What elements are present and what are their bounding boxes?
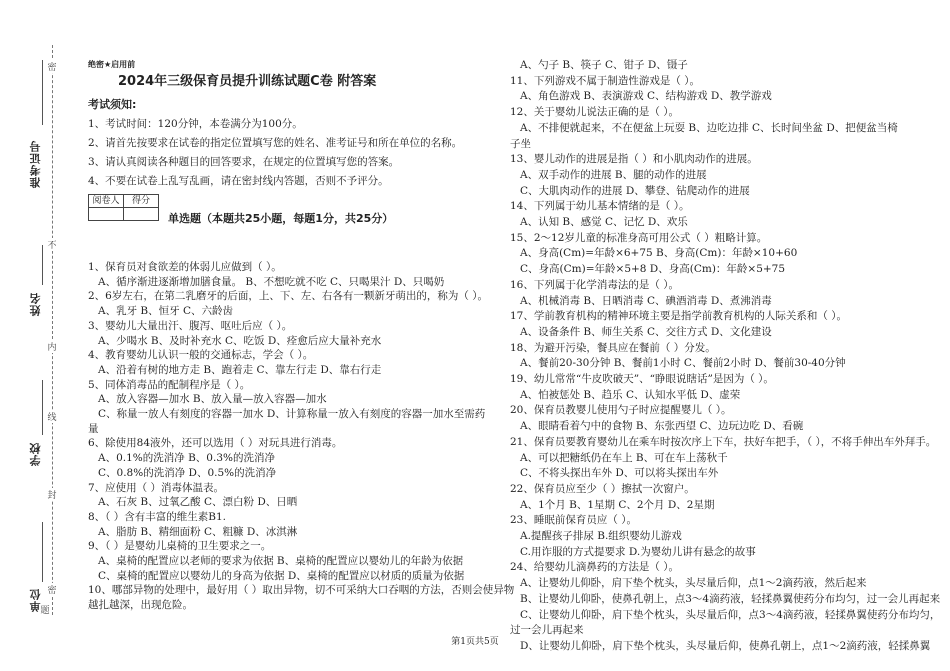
- question-line: A.提醒孩子排尿 B.组织婴幼儿游戏: [520, 530, 682, 542]
- question-line: 24、给婴幼儿滴鼻药的方法是（ ）。: [510, 561, 679, 574]
- question-line: A、桌椅的配置应以老师的要求为依据 B、桌椅的配置应以婴幼儿的年龄为依据: [98, 555, 464, 567]
- school-line: [42, 380, 43, 435]
- question-line: D、让婴幼儿仰卧，肩下垫个枕头，头尽量后仰，使鼻孔朝上，点1～2滴药液，轻揉鼻翼: [520, 639, 931, 652]
- question-line: A、脂肪 B、精细面粉 C、粗糠 D、冰淇淋: [98, 525, 298, 538]
- question-line: A、循序渐进逐渐增加膳食量。 B、不想吃就不吃 C、只喝果汁 D、只喝奶: [98, 275, 445, 288]
- question-line: 6、除使用84液外，还可以选用（ ）对玩具进行消毒。: [88, 437, 343, 450]
- question-line: 5、同体消毒品的配制程序是（ ）。: [88, 378, 251, 391]
- admission-number-label: 准考证号: [29, 140, 42, 188]
- question-line: 13、婴儿动作的进展是指（ ）和小肌肉动作的进展。: [510, 153, 758, 166]
- grader-cell: 阅卷人: [89, 195, 124, 208]
- question-line: A、0.1%的洗消净 B、0.3%的洗消净: [98, 452, 275, 465]
- seal-char: 密: [47, 60, 56, 73]
- section-heading: 单选题（本题共25小题，每题1分，共25分）: [168, 212, 394, 225]
- question-line: A、沿着有树的地方走 B、跑着走 C、靠左行走 D、靠右行走: [98, 363, 382, 376]
- page-footer: 第1页共5页: [451, 637, 499, 647]
- question-line: C、称量一放人有刻度的容器一加水 D、计算称量一放入有刻度的容器一加水至需药: [98, 408, 486, 420]
- notice-item: 2、请首先按要求在试卷的指定位置填写您的姓名、准考证号和所在单位的名称。: [88, 137, 463, 149]
- score-table: [88, 194, 159, 221]
- unit-line: [42, 522, 43, 582]
- question-line: 21、保育员要教育婴幼儿在乘车时按次序上下车，扶好车把手，（ ），不将手伸出车外拜手。: [510, 435, 937, 448]
- question-line: 过一会儿再起来: [510, 624, 584, 637]
- question-line: C、0.8%的洗消净 D、0.5%的洗消净: [98, 466, 277, 479]
- seal-char: 密: [47, 583, 56, 596]
- question-line: 7、应使用（ ）消毒体温表。: [88, 481, 225, 494]
- question-line: C、桌椅的配置应以婴幼儿的身高为依据 D、桌椅的配置应以材质的质量为依据: [98, 569, 465, 582]
- question-line: A、身高(Cm)=年龄×6+75 B、身高(Cm)：年龄×10+60: [520, 247, 798, 260]
- question-line: 1、保育员对食欲差的体弱儿应做到（ ）。: [88, 261, 282, 273]
- question-line: A、双手动作的进展 B、腿的动作的进展: [520, 168, 707, 181]
- question-line: A、让婴幼儿仰卧，肩下垫个枕头，头尽量后仰，点1～2滴药液，然后起来: [520, 577, 867, 590]
- question-line: 3、婴幼儿大量出汗、腹泻、呕吐后应（ ）。: [88, 319, 293, 332]
- notice-item: 4、不要在试卷上乱写乱画，请在密封线内答题，否则不予评分。: [88, 175, 389, 187]
- question-line: 2、6岁左右，在第二乳磨牙的后面，上、下、左、右各有一颗新牙萌出的，称为（ ）。: [88, 290, 488, 303]
- question-line: 量: [88, 422, 99, 435]
- question-line: 23、睡眠前保育员应（ ）。: [510, 514, 637, 527]
- question-line: C、大肌肉动作的进展 D、攀登、钻爬动作的进展: [520, 184, 750, 197]
- seal-char: 不: [47, 238, 56, 251]
- question-line: 18、为避开污染，餐具应在餐前（ ）分发。: [510, 341, 716, 354]
- question-line: 14、下列属于幼儿基本情绪的是（ ）。: [510, 200, 690, 213]
- question-line: A、设备条件 B、师生关系 C、交往方式 D、文化建设: [520, 325, 772, 338]
- seal-line: [52, 45, 53, 615]
- question-line: B、让婴幼儿仰卧，使鼻孔朝上，点3～4滴药液，轻揉鼻翼使药分布均匀，过一会儿再起来: [520, 592, 941, 605]
- question-line: C、让婴幼儿仰卧，肩下垫个枕头，头尽量后仰，点3～4滴药液，轻揉鼻翼使药分布均匀，: [520, 608, 941, 621]
- name-line: [42, 245, 43, 285]
- grader-input[interactable]: [89, 208, 124, 221]
- question-line: 15、2～12岁儿童的标准身高可用公式（ ）粗略计算。: [510, 231, 768, 244]
- score-cell: 得分: [124, 195, 159, 208]
- question-line: 4、教育婴幼儿认识一般的交通标志，学会（ ）。: [88, 349, 314, 362]
- question-line: 12、关于婴幼儿说法正确的是（ ）。: [510, 106, 679, 119]
- admission-number-line: [42, 60, 43, 125]
- question-line: 22、保育员应至少（ ）擦拭一次窗户。: [510, 482, 695, 495]
- question-line: 19、幼儿常常“牛皮吹破天”、“睁眼说瞎话”是因为（ ）。: [510, 373, 774, 385]
- question-line: A、石灰 B、过氧乙酸 C、漂白粉 D、日晒: [98, 496, 298, 509]
- name-label: 姓名: [29, 292, 42, 316]
- question-line: A、怕被惩处 B、趋乐 C、认知水平低 D、虚荣: [520, 388, 741, 401]
- seal-char: 封: [47, 488, 56, 501]
- question-line: A、可以把糖纸仍在车上 B、可在车上荡秋千: [520, 451, 728, 464]
- question-line: A、乳牙 B、恒牙 C、六龄齿: [98, 305, 234, 318]
- question-line: C、身高(Cm)=年龄×5+8 D、身高(Cm)：年龄×5+75: [520, 263, 786, 276]
- question-line: 子坐: [510, 137, 531, 150]
- question-line: A、餐前20-30分钟 B、餐前1小时 C、餐前2小时 D、餐前30-40分钟: [520, 357, 846, 370]
- score-input[interactable]: [124, 208, 159, 221]
- question-line: A、不排便就起来，不在便盆上玩耍 B、边吃边排 C、长时间坐盆 D、把便盆当椅: [520, 121, 898, 134]
- question-line: 11、下列游戏不属于制造性游戏是（ ）。: [510, 74, 700, 87]
- seal-char: 线: [47, 410, 56, 423]
- question-line: A、1个月 B、1星期 C、2个月 D、2星期: [520, 498, 715, 511]
- question-line: A、少喝水 B、及时补充水 C、吃饭 D、痊愈后应大量补充水: [98, 334, 382, 347]
- notice-item: 3、请认真阅读各种题目的回答要求，在规定的位置填写您的答案。: [88, 156, 400, 168]
- page-title: 2024年三级保育员提升训练试题C卷 附答案: [118, 74, 377, 89]
- seal-char: 内: [47, 340, 56, 353]
- question-line: A、角色游戏 B、表演游戏 C、结构游戏 D、教学游戏: [520, 90, 772, 103]
- question-line: 16、下列属于化学消毒法的是（ ）。: [510, 278, 679, 291]
- question-line: A、认知 B、感觉 C、记忆 D、欢乐: [520, 216, 688, 228]
- secret-mark: 绝密★启用前: [88, 60, 136, 69]
- question-line: 17、学前教育机构的精神环境主要是指学前教育机构的人际关系和（ ）。: [510, 310, 847, 323]
- question-line: A、放入容器—加水 B、放入量—放入容器—加水: [98, 393, 327, 406]
- binding-strip: [0, 0, 70, 671]
- question-line: 9、（ ）是婴幼儿桌椅的卫生要求之一。: [88, 540, 272, 553]
- notice-item: 1、考试时间：120分钟，本卷满分为100分。: [88, 118, 303, 130]
- question-line: 10、哪部异物的处理中，最好用（ ）取出异物，切不可采纳大口吞咽的方法，否则会使异物: [88, 584, 515, 597]
- question-line: A、眼睛看着勺中的食物 B、东张西望 C、边玩边吃 D、看碗: [520, 420, 804, 433]
- question-line: 20、保育员教婴儿使用勺子时应提醒婴儿（ ）。: [510, 404, 732, 417]
- seal-char: 题: [40, 603, 49, 616]
- unit-label: 单位: [29, 588, 42, 612]
- question-line: C.用诈服的方式提要求 D.为婴幼儿讲有悬念的故事: [520, 545, 756, 558]
- question-line: A、机械消毒 B、日晒消毒 C、碘酒消毒 D、煮沸消毒: [520, 294, 772, 307]
- question-line: 越扎越深，出现危险。: [88, 599, 193, 612]
- school-label: 学校: [29, 442, 42, 466]
- question-line: 8、（ ）含有丰富的维生素B1.: [88, 510, 227, 523]
- question-line: A、勺子 B、筷子 C、钳子 D、镊子: [520, 59, 688, 71]
- notice-heading: 考试须知:: [88, 98, 137, 111]
- question-line: C、不将头探出车外 D、可以将头探出车外: [520, 467, 719, 480]
